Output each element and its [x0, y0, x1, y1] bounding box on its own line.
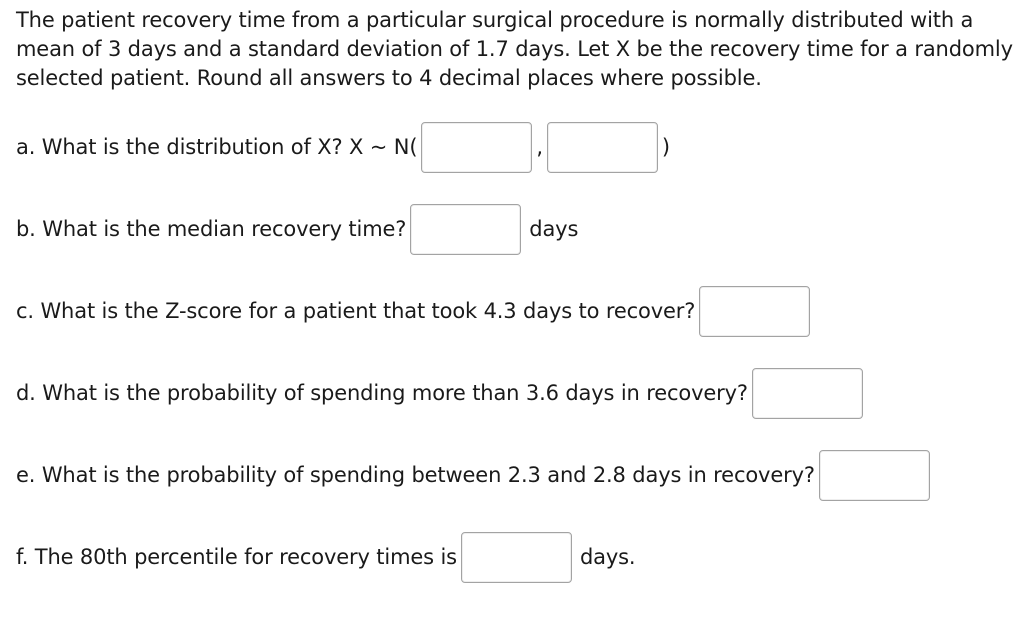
question-d: [16, 368, 867, 418]
median-input[interactable]: [410, 204, 521, 255]
question-f-text: f. The 80th percentile for recovery times is: [16, 545, 457, 569]
percentile-unit: days.: [579, 545, 636, 569]
distribution-sd-input[interactable]: [547, 122, 658, 173]
question-b-text: b. What is the median recovery time?: [16, 217, 407, 241]
question-e: [16, 450, 934, 500]
distribution-mean-input[interactable]: [421, 122, 532, 173]
prob-more-than-input[interactable]: [752, 368, 863, 419]
prob-between-input[interactable]: [819, 450, 930, 501]
question-b: [16, 204, 578, 254]
problem-statement: The patient recovery time from a particular surgical procedure is normally distributed with a mean of 3 days and a standard deviation of 1.7 days. Let X be the recovery time for a randomly selected patient. Round all answers to 4 decimal places where possible.: [16, 8, 1013, 90]
question-a-text: a. What is the distribution of X? X ~ N(: [16, 135, 418, 159]
question-a: [16, 122, 670, 172]
question-c-text: c. What is the Z-score for a patient that took 4.3 days to recover?: [16, 299, 696, 323]
comma-separator: ,: [536, 135, 543, 159]
question-d-text: d. What is the probability of spending more than 3.6 days in recovery?: [16, 381, 748, 405]
question-f: [16, 532, 635, 582]
z-score-input[interactable]: [699, 286, 810, 337]
close-paren: ): [661, 135, 670, 159]
median-unit: days: [529, 217, 579, 241]
question-e-text: e. What is the probability of spending between 2.3 and 2.8 days in recovery?: [16, 463, 815, 487]
percentile-input[interactable]: [461, 532, 572, 583]
question-c: [16, 286, 814, 336]
